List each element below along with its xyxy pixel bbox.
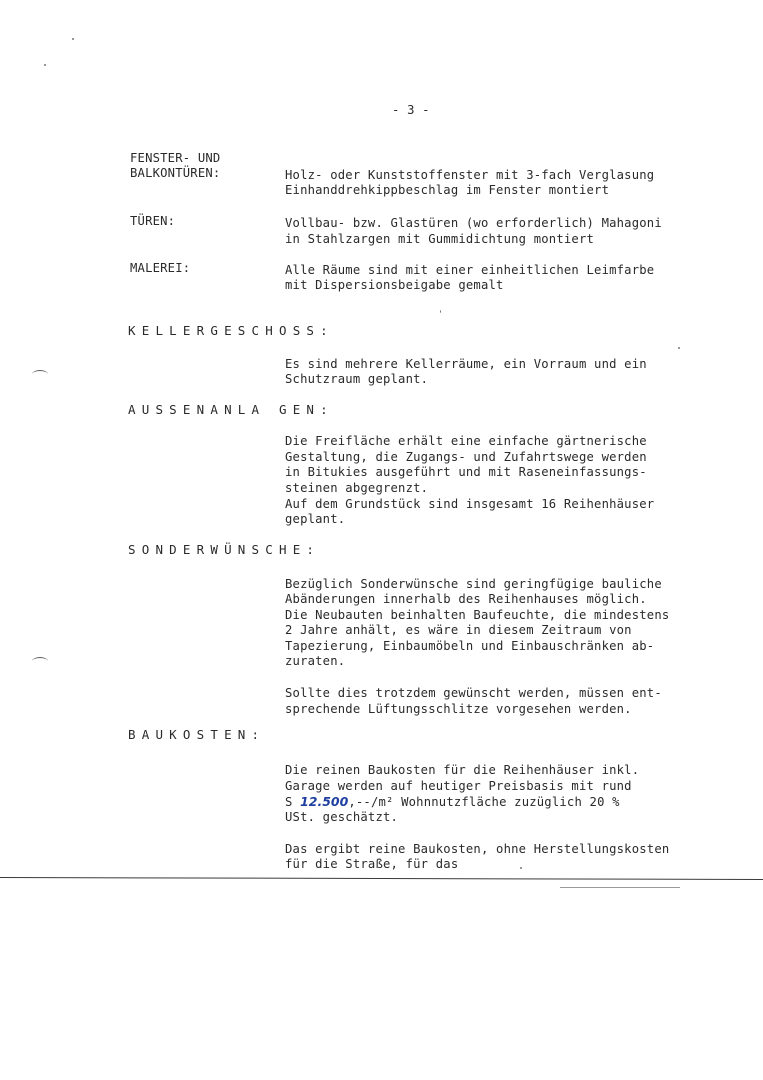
baukosten-line-1: Die reinen Baukosten für die Reihenhäuser inkl. [285,763,640,777]
sonder-line-8: sprechende Lüftungsschlitze vorgesehen werden. [285,702,632,716]
keller-line-1: Es sind mehrere Kellerräume, ein Vorraum und ein [285,357,647,371]
aussen-line-5: Auf dem Grundstück sind insgesamt 16 Reihenhäuser [285,497,655,511]
sonder-line-4: 2 Jahre anhält, es wäre in diesem Zeitraum von [285,623,632,637]
baukosten-line-4: USt. geschätzt. [285,810,399,824]
baukosten-line-2: Garage werden auf heutiger Preisbasis mit rund [285,779,632,793]
binder-hole-mark [32,370,48,379]
baukosten-line-6: für die Straße, für das [285,857,459,871]
sonder-line-3: Die Neubauten beinhalten Baufeuchte, die mindestens [285,608,670,622]
sonder-line-1: Bezüglich Sonderwünsche sind geringfügige bauliche [285,577,662,591]
aussen-line-2: Gestaltung, die Zugangs- und Zufahrtswege werden [285,450,647,464]
aussen-line-3: in Bitukies ausgeführt und mit Raseneinfassungs- [285,465,647,479]
heading-sonderwuensche: SONDERWÜNSCHE: [128,542,321,557]
fenster-line-2: Einhanddrehkippbeschlag im Fenster montiert [285,183,610,197]
scan-speck [44,64,46,66]
fenster-line-1: Holz- oder Kunststoffenster mit 3-fach Verglasung [285,168,655,182]
label-malerei: MALEREI: [130,261,191,275]
keller-line-2: Schutzraum geplant. [285,372,429,386]
faint-line [560,887,680,888]
heading-aussenanlagen: AUSSENANLA GEN: [128,402,334,417]
aussen-line-1: Die Freifläche erhält eine einfache gärtnerische [285,434,647,448]
aussen-line-4: steinen abgegrenzt. [285,481,429,495]
malerei-line-1: Alle Räume sind mit einer einheitlichen Leimfarbe [285,263,655,277]
baukosten-line-5: Das ergibt reine Baukosten, ohne Herstellungskosten [285,842,670,856]
malerei-line-2: mit Dispersionsbeigabe gemalt [285,278,504,292]
label-tueren: TÜREN: [130,214,176,228]
tueren-line-2: in Stahlzargen mit Gummidichtung montiert [285,232,595,246]
sonder-line-2: Abänderungen innerhalb des Reihenhauses möglich. [285,592,647,606]
scan-speck [520,867,522,869]
sonder-line-5: Tapezierung, Einbaumöbeln und Einbauschränken ab- [285,639,655,653]
binder-hole-mark [32,657,48,666]
handwritten-price: 12.500 [300,794,349,809]
label-fenster-2: BALKONTÜREN: [130,166,221,180]
scan-speck [678,347,680,349]
label-fenster-1: FENSTER- UND [130,151,221,165]
scan-speck [440,310,441,313]
page-cut-line [0,877,763,880]
baukosten-line-3 [285,794,620,811]
currency-prefix: S [285,795,301,809]
price-suffix: ,--/m² Wohnnutzfläche zuzüglich 20 % [348,795,620,809]
heading-kellergeschoss: KELLERGESCHOSS: [128,323,334,338]
sonder-line-6: zuraten. [285,654,346,668]
sonder-line-7: Sollte dies trotzdem gewünscht werden, müssen ent- [285,686,662,700]
heading-baukosten: BAUKOSTEN: [128,727,266,742]
page-number: - 3 - [392,103,430,117]
tueren-line-1: Vollbau- bzw. Glastüren (wo erforderlich) Mahagoni [285,216,662,230]
scan-speck [72,38,74,40]
aussen-line-6: geplant. [285,512,346,526]
